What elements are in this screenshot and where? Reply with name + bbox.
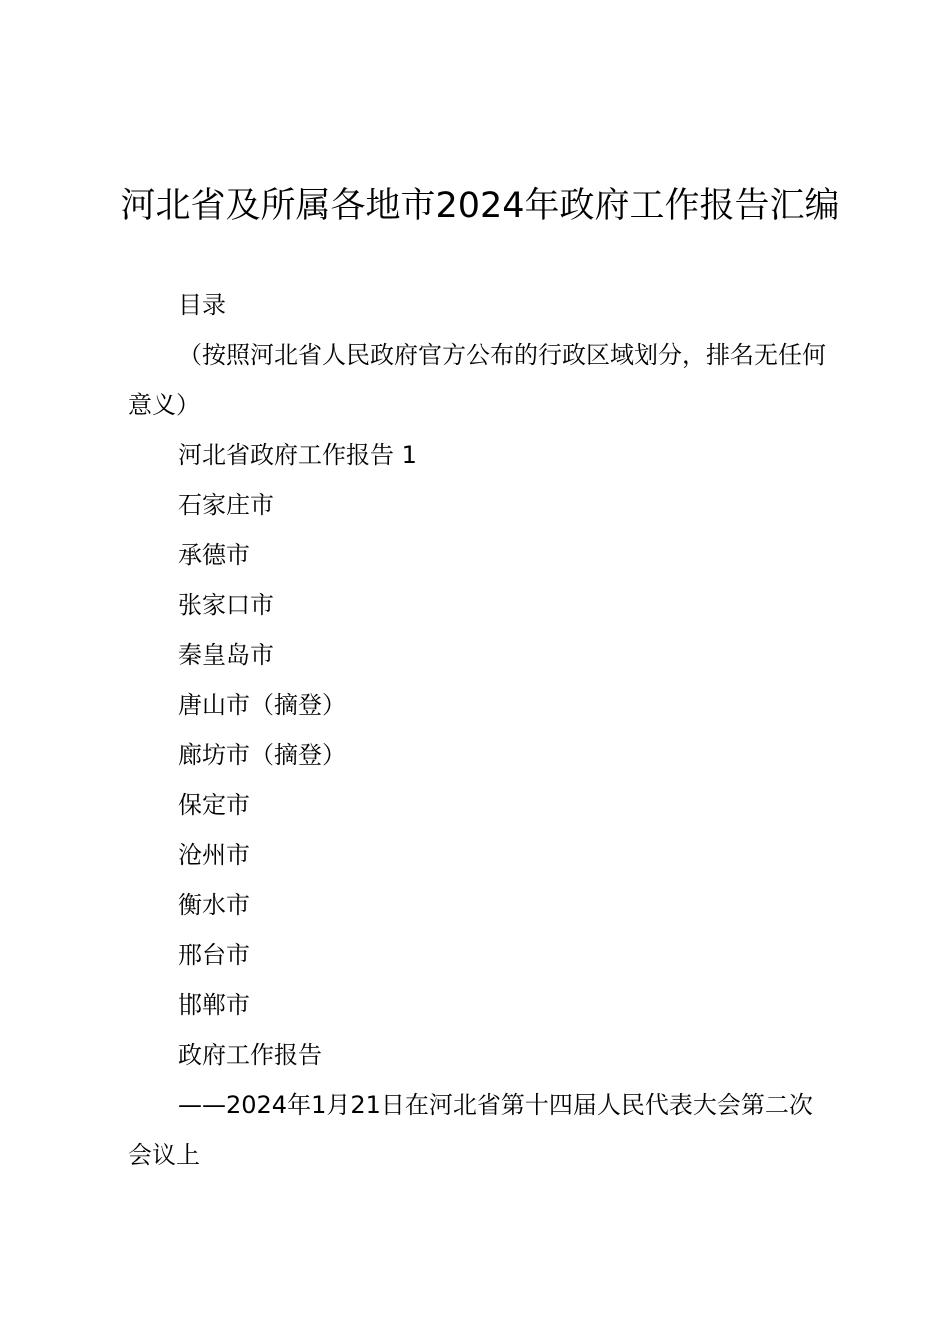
toc-heading: 目录	[178, 291, 226, 319]
toc-item-chengde: 承德市	[178, 541, 250, 569]
report-heading: 政府工作报告	[178, 1041, 322, 1069]
toc-note: （按照河北省人民政府官方公布的行政区域划分，排名无任何意义）	[128, 341, 826, 419]
toc-item-hengshui: 衡水市	[178, 891, 250, 919]
toc-item-baoding: 保定市	[178, 791, 250, 819]
document-title: 河北省及所属各地市2024年政府工作报告汇编	[120, 186, 840, 226]
toc-item-handan: 邯郸市	[178, 991, 250, 1019]
toc-item-xingtai: 邢台市	[178, 941, 250, 969]
toc-item-qinhuangdao: 秦皇岛市	[178, 641, 274, 669]
toc-item-shijiazhuang: 石家庄市	[178, 491, 274, 519]
toc-item-hebei-report: 河北省政府工作报告 1	[178, 441, 417, 469]
toc-item-cangzhou: 沧州市	[178, 841, 250, 869]
report-subtitle: ——2024年1月21日在河北省第十四届人民代表大会第二次会议上	[128, 1091, 813, 1169]
toc-item-zhangjiakou: 张家口市	[178, 591, 274, 619]
toc-item-langfang: 廊坊市（摘登）	[178, 741, 346, 769]
toc-item-tangshan: 唐山市（摘登）	[178, 691, 346, 719]
